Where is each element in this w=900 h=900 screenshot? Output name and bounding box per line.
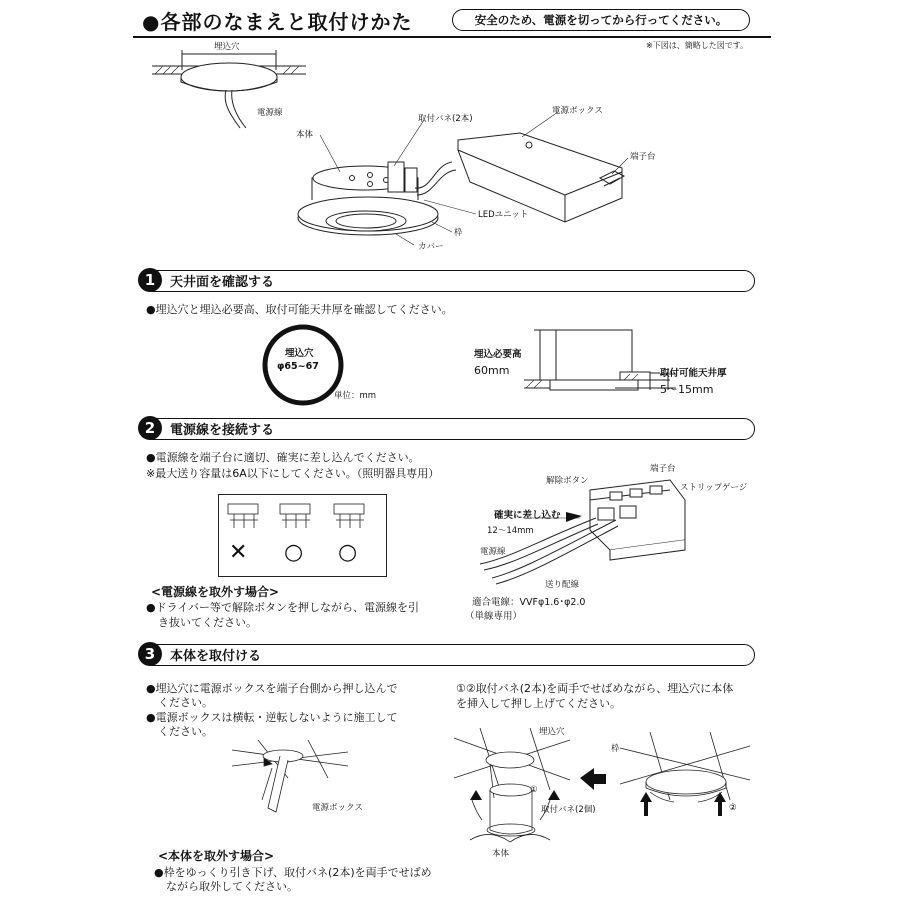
- step2-remove-title: <電源線を取外す場合>: [151, 585, 280, 599]
- hole-label-2: 埋込穴: [539, 727, 565, 737]
- mark-x: ✕: [229, 540, 248, 565]
- step2-remove-line2: き抜いてください。: [158, 616, 257, 629]
- mark-ok-1: ○: [284, 540, 304, 565]
- step2-bullet2: ※最大送り容量は6A以下にしてください。（照明器具専用）: [146, 467, 440, 480]
- spring-label-2: 取付バネ(2個): [541, 805, 596, 815]
- circle-1: ①: [530, 785, 538, 795]
- wiring-examples: [218, 494, 388, 579]
- body-label-2: 本体: [492, 849, 510, 859]
- step3-right-line1: ①②取付バネ(2本)を両手でせばめながら、埋込穴に本体: [456, 682, 734, 695]
- hole-size: φ65~67: [277, 361, 319, 372]
- body-insert-diagram: [450, 720, 780, 860]
- cover-label: カバー: [418, 242, 444, 252]
- step3-header: [140, 644, 755, 666]
- step3-b2-line2: ください。: [158, 725, 213, 738]
- step3-b1-line2: ください。: [158, 696, 213, 709]
- safety-note: 安全のため、電源を切ってから行ってください。: [452, 9, 750, 31]
- power-box-label-2: 電源ボックス: [312, 803, 363, 813]
- step3-number: 3: [138, 642, 162, 666]
- height-label: 埋込必要高: [474, 349, 522, 360]
- thickness-value: 5～15mm: [660, 383, 714, 396]
- parts-diagram: [0, 0, 900, 270]
- unit-label: 単位：mm: [334, 391, 377, 401]
- terminal-label-2: 端子台: [650, 464, 676, 474]
- step2-bullet1: ●電源線を端子台に適切、確実に差し込んでください。: [146, 451, 420, 464]
- step2-remove-line1: ●ドライバー等で解除ボタンを押しながら、電源線を引: [146, 601, 420, 614]
- hole-label: 埋込穴: [214, 42, 240, 52]
- step3-right-line2: を挿入して押し上げてください。: [456, 697, 621, 710]
- step2-number: 2: [138, 416, 162, 440]
- power-box-install-diagram: [228, 738, 358, 828]
- step3-remove-title: <本体を取外す場合>: [158, 849, 275, 863]
- frame-label-2: 枠: [611, 744, 620, 754]
- step3-remove-line2: ながら取外してください。: [166, 880, 298, 893]
- mark-ok-2: ○: [338, 540, 358, 565]
- simplified-note: ※下図は、簡略した図です。: [646, 41, 749, 50]
- height-diagram: [520, 318, 780, 408]
- release-button-label: 解除ボタン: [546, 476, 589, 486]
- page-title: ●各部のなまえと取付けかた: [142, 10, 413, 34]
- frame-label: 枠: [454, 228, 463, 238]
- step1-header: [140, 270, 755, 292]
- step3-title: 本体を取付ける: [170, 649, 262, 664]
- step1-title: 天井面を確認する: [170, 275, 275, 290]
- body-label: 本体: [296, 130, 314, 140]
- power-box-label: 電源ボックス: [552, 106, 603, 116]
- height-value: 60mm: [474, 364, 510, 377]
- step3-b1-line1: ●埋込穴に電源ボックスを端子台側から押し込んで: [146, 682, 398, 695]
- terminal-label: 端子台: [630, 152, 656, 162]
- hole-circle: [258, 325, 358, 425]
- single-wire-note: （単線専用）: [465, 611, 523, 622]
- strip-gauge-label: ストリップゲージ: [680, 483, 748, 493]
- spring-label: 取付バネ(2本): [418, 114, 473, 124]
- step1-number: 1: [138, 268, 162, 292]
- feed-wire-label: 送り配線: [545, 580, 580, 590]
- wire-spec: 適合電線：VVFφ1.6･φ2.0: [472, 597, 586, 608]
- step2-header: [140, 418, 755, 440]
- power-wire-label: 電源線: [257, 108, 283, 118]
- insert-label: 確実に差し込む: [494, 510, 561, 521]
- step2-title: 電源線を接続する: [170, 423, 275, 438]
- strip-length: 12～14mm: [487, 526, 534, 536]
- circle-2: ②: [729, 803, 737, 813]
- step1-bullet: ●埋込穴と埋込必要高、取付可能天井厚を確認してください。: [146, 303, 453, 316]
- power-wire-label-2: 電源線: [480, 547, 506, 557]
- thickness-label: 取付可能天井厚: [660, 368, 727, 379]
- step3-remove-line1: ●枠をゆっくり引き下げ、取付バネ(2本)を両手でせばめ: [154, 866, 432, 879]
- led-unit-label: LEDユニット: [478, 210, 529, 220]
- hole-title: 埋込穴: [285, 348, 314, 359]
- step3-b2-line1: ●電源ボックスは横転・逆転しないように施工して: [146, 711, 398, 724]
